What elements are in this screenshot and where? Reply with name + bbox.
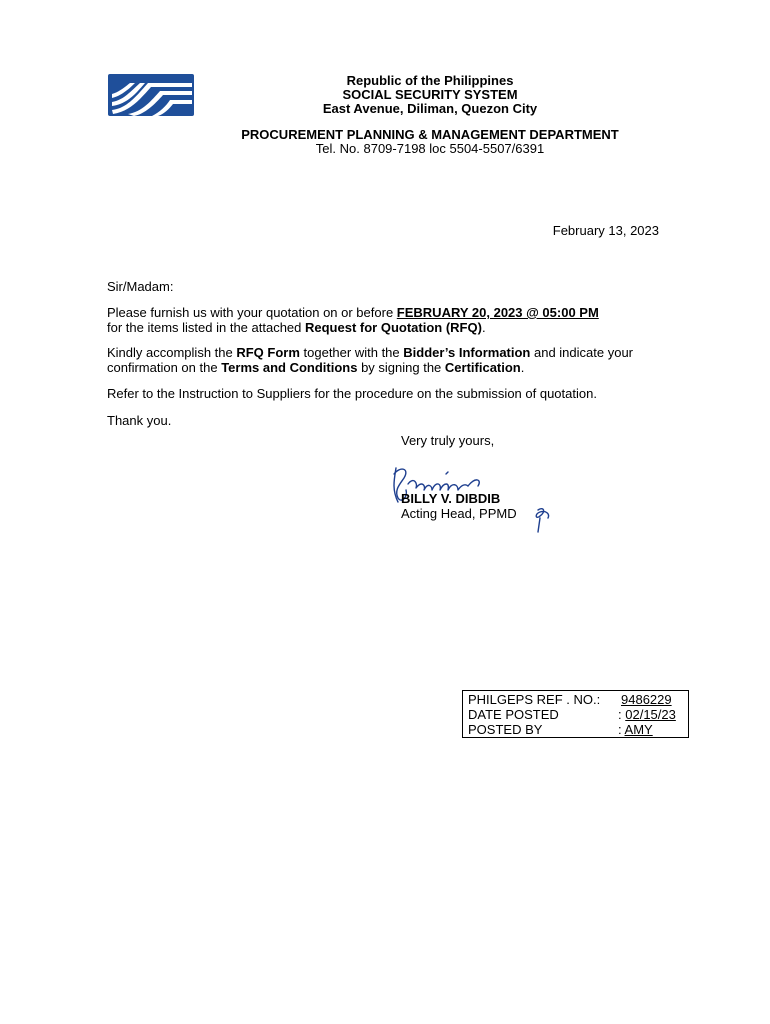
paragraph-instructions	[107, 345, 699, 375]
salutation: Sir/Madam:	[107, 279, 174, 294]
signatory-title: Acting Head, PPMD	[401, 506, 517, 521]
date-posted-text: 02/15/23	[625, 707, 676, 722]
separator: :	[618, 707, 622, 722]
posted-by-label: POSTED BY	[468, 722, 543, 737]
paragraph-text: Kindly accomplish the	[107, 345, 237, 360]
paragraph-text: by signing the	[357, 360, 445, 375]
paragraph-text: .	[481, 320, 486, 335]
paragraph-refer: Refer to the Instruction to Suppliers for the procedure on the submission of quotation.	[107, 386, 597, 401]
posted-by-value	[618, 722, 653, 737]
header-agency: SOCIAL SECURITY SYSTEM	[342, 87, 518, 102]
date-posted-value	[618, 707, 676, 722]
paragraph-text: together with the	[299, 345, 404, 360]
philgeps-ref-row	[466, 692, 685, 707]
terms-conditions-text: Terms and Conditions	[221, 360, 358, 375]
header-telephone: Tel. No. 8709-7198 loc 5504-5507/6391	[315, 141, 545, 156]
signatory-name: BILLY V. DIBDIB	[401, 491, 501, 506]
date-posted-label: DATE POSTED	[468, 707, 559, 722]
bidders-information-text: Bidder’s Information	[403, 345, 531, 360]
paragraph-deadline	[107, 305, 699, 335]
rfq-form-text: RFQ Form	[236, 345, 300, 360]
certification-text: Certification	[444, 360, 521, 375]
philgeps-info-box	[462, 690, 689, 738]
paragraph-text: Please furnish us with your quotation on or before	[107, 305, 397, 320]
paragraph-text: for the items listed in the attached	[107, 320, 305, 335]
posted-by-text: AMY	[624, 722, 653, 737]
paragraph-text: .	[520, 360, 525, 375]
posted-by-row	[466, 722, 685, 737]
header-address: East Avenue, Diliman, Quezon City	[322, 101, 538, 116]
philgeps-ref-value: 9486229	[621, 692, 672, 707]
header-department: PROCUREMENT PLANNING & MANAGEMENT DEPARTMENT	[241, 127, 619, 142]
letter-date: February 13, 2023	[552, 223, 659, 238]
rfq-text: Request for Quotation (RFQ)	[305, 320, 482, 335]
philgeps-ref-label: PHILGEPS REF . NO.:	[468, 692, 601, 707]
thank-you: Thank you.	[107, 413, 172, 428]
separator: :	[618, 722, 622, 737]
deadline-text: FEBRUARY 20, 2023 @ 05:00 PM	[396, 305, 599, 320]
date-posted-row	[466, 707, 685, 722]
header-country: Republic of the Philippines	[346, 73, 514, 88]
paragraph-text: and indicate your confirmation on the	[107, 345, 633, 375]
closing: Very truly yours,	[401, 433, 495, 448]
